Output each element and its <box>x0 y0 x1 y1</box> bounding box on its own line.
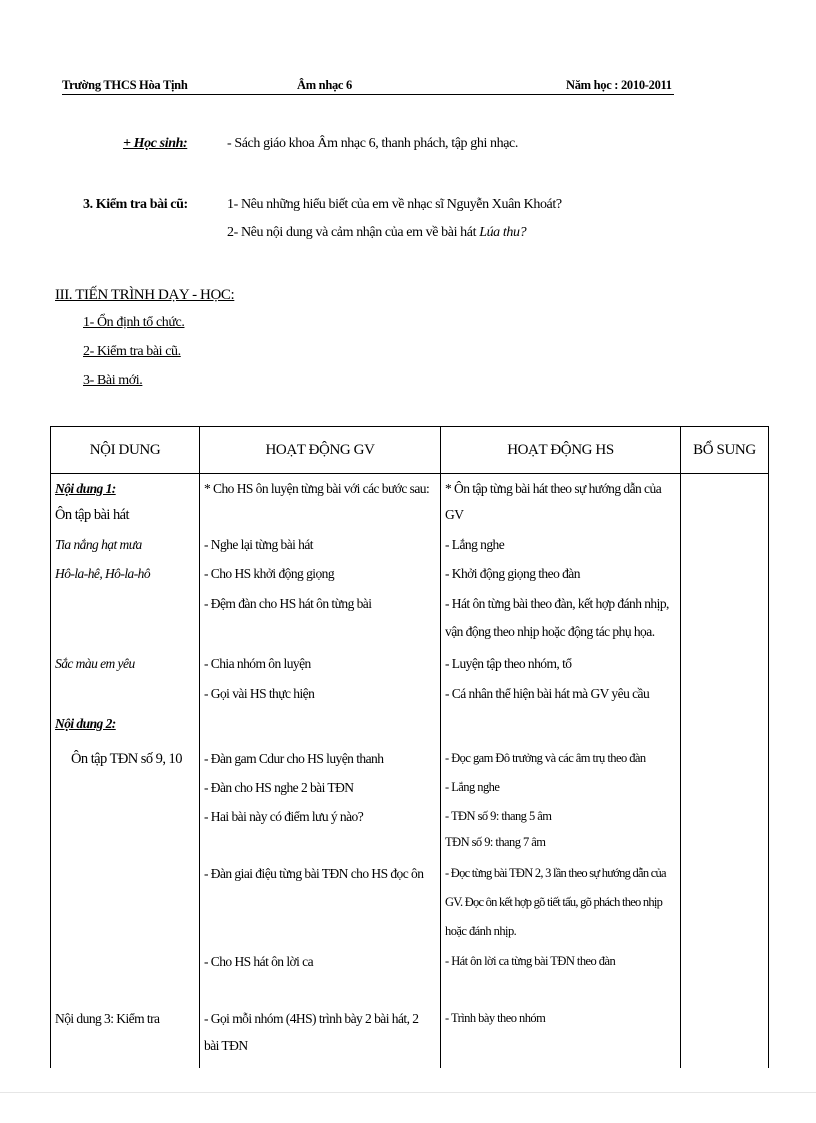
process-step-2: 2- Kiểm tra bài cũ. <box>83 344 181 359</box>
student-activity: - Trình bày theo nhóm <box>445 1011 546 1025</box>
teacher-activity: - Đệm đàn cho HS hát ôn từng bài <box>204 596 372 611</box>
header-teacher-activity: HOẠT ĐỘNG GV <box>200 427 441 474</box>
teacher-activity: - Đàn giai điệu từng bài TĐN cho HS đọc ôn <box>204 866 424 881</box>
teacher-activity: * Cho HS ôn luyện từng bài với các bước sau: <box>204 481 430 496</box>
student-activity: - TĐN số 9: thang 5 âm <box>445 809 552 823</box>
content-item: Ôn tập bài hát <box>55 507 130 523</box>
student-activity: - Đọc từng bài TĐN 2, 3 lần theo sự hướng dẫn của <box>445 866 666 880</box>
table-body-row <box>51 474 769 1069</box>
teacher-activity: - Đàn cho HS nghe 2 bài TĐN <box>204 780 354 795</box>
check-question-1: 1- Nêu những hiểu biết của em về nhạc sĩ Nguyễn Xuân Khoát? <box>227 197 562 212</box>
student-activity: - Khởi động giọng theo đàn <box>445 566 580 581</box>
header-content: NỘI DUNG <box>51 427 200 474</box>
student-activity: GV <box>445 507 464 522</box>
header-rule <box>62 94 674 95</box>
teacher-activity: - Cho HS hát ôn lời ca <box>204 954 314 969</box>
check-question-2-text: 2- Nêu nội dung và cảm nhận của em về bài hát <box>227 225 480 240</box>
teacher-activity: - Hai bài này có điểm lưu ý nào? <box>204 809 364 824</box>
content-item: Sắc màu em yêu <box>55 656 135 671</box>
school-name: Trường THCS Hòa Tịnh <box>62 78 188 92</box>
song-title: Lúa thu? <box>479 225 527 240</box>
student-activity: GV. Đọc ôn kết hợp gõ tiết tấu, gõ phách theo nhịp <box>445 895 663 909</box>
header-student-activity: HOẠT ĐỘNG HS <box>441 427 681 474</box>
student-materials: - Sách giáo khoa Âm nhạc 6, thanh phách, tập ghi nhạc. <box>227 136 518 151</box>
content-column <box>51 474 200 1069</box>
teacher-activity: bài TĐN <box>204 1038 248 1053</box>
student-activity-column <box>441 474 681 1069</box>
student-activity: hoặc đánh nhịp. <box>445 924 517 938</box>
process-step-1: 1- Ổn định tổ chức. <box>83 315 185 330</box>
student-activity: TĐN số 9: thang 7 âm <box>445 835 546 849</box>
student-activity: - Hát ôn lời ca từng bài TĐN theo đàn <box>445 954 616 968</box>
teacher-activity: - Nghe lại từng bài hát <box>204 537 314 552</box>
student-label: + Học sinh: <box>123 136 188 151</box>
content-item: Nội dung 3: Kiểm tra <box>55 1011 160 1026</box>
teacher-activity-column <box>200 474 441 1069</box>
table-header-row <box>51 427 769 474</box>
content-item: Ôn tập TĐN số 9, 10 <box>71 751 182 767</box>
supplement-column <box>681 474 769 1069</box>
student-activity: - Lắng nghe <box>445 537 505 552</box>
student-activity: - Luyện tập theo nhóm, tổ <box>445 656 572 671</box>
school-year: Năm học : 2010-2011 <box>566 78 672 92</box>
teacher-activity: - Đàn gam Cdur cho HS luyện thanh <box>204 751 384 766</box>
page-bottom-rule <box>0 1092 816 1093</box>
subject-name: Âm nhạc 6 <box>297 78 352 92</box>
lesson-table <box>50 426 769 1068</box>
header-supplement: BỔ SUNG <box>681 427 769 474</box>
content-item: Tia nắng hạt mưa <box>55 537 142 552</box>
content-item: Nội dung 2: <box>55 716 116 731</box>
process-step-3: 3- Bài mới. <box>83 373 143 388</box>
student-activity: vận động theo nhịp hoặc động tác phụ họa. <box>445 624 655 639</box>
teacher-activity: - Chia nhóm ôn luyện <box>204 656 311 671</box>
student-activity: - Đọc gam Đô trưởng và các âm trụ theo đàn <box>445 751 646 765</box>
content-item: Nội dung 1: <box>55 481 116 496</box>
student-activity: - Lắng nghe <box>445 780 500 794</box>
old-lesson-check-text: 3. Kiểm tra bài cũ: <box>83 197 188 212</box>
process-title: III. TIẾN TRÌNH DẠY - HỌC: <box>55 287 235 303</box>
check-question-2 <box>227 225 526 241</box>
student-activity: - Hát ôn từng bài theo đàn, kết hợp đánh nhịp, <box>445 596 669 611</box>
content-item: Hô-la-hê, Hô-la-hô <box>55 566 151 581</box>
student-activity: - Cá nhân thể hiện bài hát mà GV yêu cầu <box>445 686 650 701</box>
student-activity: * Ôn tập từng bài hát theo sự hướng dẫn của <box>445 481 662 496</box>
old-lesson-check-label <box>83 197 188 213</box>
teacher-activity: - Gọi vài HS thực hiện <box>204 686 315 701</box>
teacher-activity: - Gọi mỗi nhóm (4HS) trình bày 2 bài hát, 2 <box>204 1011 419 1026</box>
teacher-activity: - Cho HS khởi động giọng <box>204 566 335 581</box>
